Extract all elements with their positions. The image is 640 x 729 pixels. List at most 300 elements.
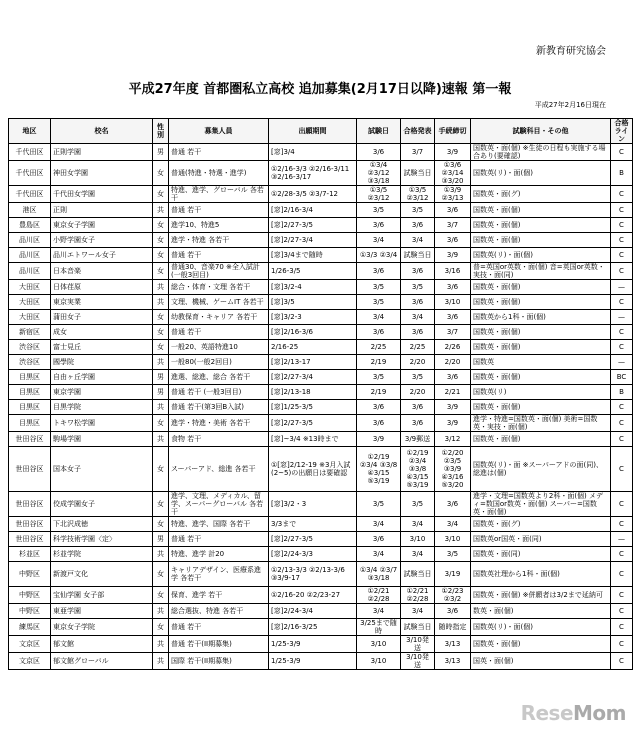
school-cell: 小野学園女子	[51, 233, 153, 248]
subjects-cell: 国数英(リ)	[471, 385, 611, 400]
exam-date-cell: 3/9	[357, 432, 401, 447]
deadline-cell: 3/13	[435, 653, 471, 670]
gender-cell: 女	[153, 492, 169, 517]
district-cell: 豊島区	[9, 218, 51, 233]
result-date-cell: 3/5	[401, 203, 435, 218]
exam-date-cell: 3/6	[357, 532, 401, 547]
subjects-cell: 国英・面(個)	[471, 653, 611, 670]
school-cell: 日体荏原	[51, 280, 153, 295]
column-header: 募集人員	[169, 119, 269, 144]
subjects-cell: 国数英(リ)・面 ※スーパーアドの面(同)、総進は(個)	[471, 447, 611, 492]
capacity-cell: 特進、進学、グローバル 各若干	[169, 186, 269, 203]
pass-line-cell: BC	[611, 370, 633, 385]
table-row	[9, 532, 633, 547]
table-row	[9, 400, 633, 415]
exam-date-cell: 3/10	[357, 653, 401, 670]
subjects-cell: 国数英・面(同)	[471, 547, 611, 562]
pass-line-cell: C	[611, 325, 633, 340]
exam-date-cell: 3/6	[357, 144, 401, 161]
application-period-cell: [窓]3/2・3	[269, 492, 357, 517]
school-cell: 自由ヶ丘学園	[51, 370, 153, 385]
subjects-cell: 国数英・面(個)	[471, 325, 611, 340]
subjects-cell: 国数英・面(個)	[471, 400, 611, 415]
application-period-cell: [窓]2/27-3/5	[269, 415, 357, 432]
subjects-cell: 国数英・面(個)	[471, 340, 611, 355]
pass-line-cell: C	[611, 233, 633, 248]
capacity-cell: 普通 若干	[169, 325, 269, 340]
result-date-cell: 3/6	[401, 400, 435, 415]
result-date-cell: 3/4	[401, 517, 435, 532]
table-row	[9, 310, 633, 325]
school-cell: 千代田女学園	[51, 186, 153, 203]
page-title: 平成27年度 首都圏私立高校 追加募集(2月17日以降)速報 第一報	[128, 82, 512, 97]
capacity-cell: 普通 若干(第3回B入試)	[169, 400, 269, 415]
column-header: 合格ライン	[611, 119, 633, 144]
capacity-cell: 進選、総進、総合 各若干	[169, 370, 269, 385]
subjects-cell: 国数英・面(個)	[471, 295, 611, 310]
deadline-cell: 3/6	[435, 604, 471, 619]
pass-line-cell: C	[611, 400, 633, 415]
pass-line-cell: C	[611, 432, 633, 447]
deadline-cell: 3/7	[435, 218, 471, 233]
table-row	[9, 370, 633, 385]
deadline-cell: ①3/9 ②3/13	[435, 186, 471, 203]
gender-cell: 共	[153, 653, 169, 670]
gender-cell: 女	[153, 186, 169, 203]
capacity-cell: 食物 若干	[169, 432, 269, 447]
table-row	[9, 415, 633, 432]
result-date-cell: 3/7	[401, 144, 435, 161]
result-date-cell: ①3/5 ②3/12	[401, 186, 435, 203]
pass-line-cell: C	[611, 636, 633, 653]
table-row	[9, 636, 633, 653]
gender-cell: 共	[153, 604, 169, 619]
district-cell: 千代田区	[9, 144, 51, 161]
application-period-cell: [窓]~3/4 ※13時まで	[269, 432, 357, 447]
column-header: 試験日	[357, 119, 401, 144]
subjects-cell: 国数英・面(個) ※生徒の日程も実施する場合あり(要確認)	[471, 144, 611, 161]
column-header: 校名	[51, 119, 153, 144]
table-row	[9, 263, 633, 280]
application-period-cell: [窓]3/2-3	[269, 310, 357, 325]
district-cell: 千代田区	[9, 186, 51, 203]
district-cell: 中野区	[9, 587, 51, 604]
pass-line-cell: C	[611, 263, 633, 280]
deadline-cell: 3/6	[435, 492, 471, 517]
exam-date-cell: 3/6	[357, 415, 401, 432]
gender-cell: 男	[153, 144, 169, 161]
gender-cell: 共	[153, 203, 169, 218]
subjects-cell: 数英・面(個)	[471, 604, 611, 619]
pass-line-cell: B	[611, 385, 633, 400]
deadline-cell: 3/6	[435, 280, 471, 295]
pass-line-cell: C	[611, 447, 633, 492]
district-cell: 渋谷区	[9, 340, 51, 355]
district-cell: 大田区	[9, 295, 51, 310]
district-cell: 中野区	[9, 604, 51, 619]
exam-date-cell: 3/5	[357, 280, 401, 295]
application-period-cell: [窓]2/24-3/3	[269, 547, 357, 562]
gender-cell: 共	[153, 400, 169, 415]
subjects-cell: 普=英国or英数・面(個) 音=英国or英数・実技・面(同)	[471, 263, 611, 280]
result-date-cell: 3/6	[401, 325, 435, 340]
capacity-cell: 進学・特進・美術 各若干	[169, 415, 269, 432]
result-date-cell: 3/6	[401, 263, 435, 280]
application-period-cell: [窓]2/16-3/6	[269, 325, 357, 340]
deadline-cell: 3/5	[435, 547, 471, 562]
application-period-cell: 1/25-3/9	[269, 653, 357, 670]
deadline-cell: ①2/23 ②3/2	[435, 587, 471, 604]
pass-line-cell: C	[611, 340, 633, 355]
district-cell: 世田谷区	[9, 447, 51, 492]
deadline-cell: 3/9	[435, 415, 471, 432]
result-date-cell: ①2/19 ②3/4 ③3/8 ④3/15 ⑤3/19	[401, 447, 435, 492]
gender-cell: 女	[153, 517, 169, 532]
application-period-cell: ①2/28-3/5 ②3/7-12	[269, 186, 357, 203]
pass-line-cell: C	[611, 144, 633, 161]
exam-date-cell: 3/6	[357, 400, 401, 415]
application-period-cell: [窓]3/4まで随時	[269, 248, 357, 263]
gender-cell: 女	[153, 248, 169, 263]
deadline-cell: 3/9	[435, 400, 471, 415]
table-row	[9, 432, 633, 447]
gender-cell: 共	[153, 636, 169, 653]
school-cell: 国本女子	[51, 447, 153, 492]
pass-line-cell: C	[611, 619, 633, 636]
gender-cell: 女	[153, 340, 169, 355]
exam-date-cell: 2/25	[357, 340, 401, 355]
subjects-cell: 国数英・面(グ)	[471, 517, 611, 532]
table-row	[9, 203, 633, 218]
exam-date-cell: ①3/4 ②3/12 ③3/18	[357, 161, 401, 186]
pass-line-cell: C	[611, 248, 633, 263]
pass-line-cell: C	[611, 587, 633, 604]
capacity-cell: 普通 若干	[169, 144, 269, 161]
deadline-cell: 3/13	[435, 636, 471, 653]
as-of-date: 平成27年2月16日現在	[534, 101, 606, 109]
pass-line-cell: C	[611, 186, 633, 203]
application-period-cell: [窓]2/24-3/4	[269, 604, 357, 619]
result-date-cell: ①2/21 ②2/28	[401, 587, 435, 604]
school-cell: 新渡戸文化	[51, 562, 153, 587]
result-date-cell: 3/4	[401, 310, 435, 325]
school-cell: 佼成学園女子	[51, 492, 153, 517]
deadline-cell: 3/6	[435, 233, 471, 248]
exam-date-cell: 3/10	[357, 636, 401, 653]
exam-date-cell: 3/4	[357, 233, 401, 248]
pass-line-cell: C	[611, 492, 633, 517]
capacity-cell: 普通 若干	[169, 619, 269, 636]
subjects-cell: 国数英・面(個)	[471, 636, 611, 653]
district-cell: 品川区	[9, 233, 51, 248]
pass-line-cell: C	[611, 653, 633, 670]
capacity-cell: 普通30、音楽70 ※全入試計(一般3回目)	[169, 263, 269, 280]
pass-line-cell: B	[611, 161, 633, 186]
district-cell: 品川区	[9, 263, 51, 280]
subjects-cell: 国数英・面(個)	[471, 218, 611, 233]
deadline-cell: 2/20	[435, 355, 471, 370]
school-cell: 目黒学院	[51, 400, 153, 415]
school-cell: 東京学園	[51, 385, 153, 400]
school-cell: 正則学園	[51, 144, 153, 161]
school-cell: 駒場学園	[51, 432, 153, 447]
table-row	[9, 248, 633, 263]
capacity-cell: 普通(特進・特選・進学)	[169, 161, 269, 186]
result-date-cell: 3/4	[401, 604, 435, 619]
gender-cell: 女	[153, 619, 169, 636]
subjects-cell: 進学・文理=国数英より2科・面(個) メディ=数国or数英・面(個) スーパー=国数英・面(個)	[471, 492, 611, 517]
school-cell: 杉並学院	[51, 547, 153, 562]
application-period-cell: 2/16-25	[269, 340, 357, 355]
school-cell: 品川エトワール女子	[51, 248, 153, 263]
district-cell: 世田谷区	[9, 492, 51, 517]
application-period-cell: [窓]2/16-3/25	[269, 619, 357, 636]
result-date-cell: 2/20	[401, 385, 435, 400]
district-cell: 文京区	[9, 636, 51, 653]
application-period-cell: [窓]3/4	[269, 144, 357, 161]
exam-date-cell: 2/19	[357, 355, 401, 370]
district-cell: 千代田区	[9, 161, 51, 186]
capacity-cell: 普通 若干	[169, 248, 269, 263]
capacity-cell: 総合選抜、特進 各若干	[169, 604, 269, 619]
school-cell: 東京女子学院	[51, 619, 153, 636]
capacity-cell: 普通 若干	[169, 532, 269, 547]
exam-date-cell: ①3/5 ②3/12	[357, 186, 401, 203]
deadline-cell: 3/9	[435, 248, 471, 263]
pass-line-cell: —	[611, 280, 633, 295]
application-period-cell: ①2/16-3/3 ②2/16-3/11 ③2/16-3/17	[269, 161, 357, 186]
subjects-cell: 国数英・面(個) ※併願者は3/2まで延納可	[471, 587, 611, 604]
result-date-cell: 3/4	[401, 233, 435, 248]
district-cell: 港区	[9, 203, 51, 218]
gender-cell: 共	[153, 547, 169, 562]
pass-line-cell: C	[611, 415, 633, 432]
school-cell: 東亜学園	[51, 604, 153, 619]
table-row	[9, 447, 633, 492]
school-cell: 富士見丘	[51, 340, 153, 355]
gender-cell: 共	[153, 280, 169, 295]
exam-date-cell: ①3/4 ②3/7 ③3/18	[357, 562, 401, 587]
subjects-cell: 進学・特進=国数英・面(個) 美術=国数英・実技・面(個)	[471, 415, 611, 432]
application-period-cell: [窓]2/27-3/5	[269, 218, 357, 233]
district-cell: 世田谷区	[9, 517, 51, 532]
gender-cell: 女	[153, 263, 169, 280]
capacity-cell: 特進、進学、国際 各若干	[169, 517, 269, 532]
district-cell: 文京区	[9, 653, 51, 670]
pass-line-cell: C	[611, 517, 633, 532]
table-row	[9, 619, 633, 636]
subjects-cell: 国数英・面(個)	[471, 280, 611, 295]
capacity-cell: 保育、進学 若干	[169, 587, 269, 604]
admissions-table	[8, 118, 633, 670]
district-cell: 渋谷区	[9, 355, 51, 370]
school-cell: 郁文館	[51, 636, 153, 653]
exam-date-cell: 3/6	[357, 218, 401, 233]
district-cell: 目黒区	[9, 400, 51, 415]
gender-cell: 共	[153, 432, 169, 447]
table-row	[9, 653, 633, 670]
exam-date-cell: 3/5	[357, 203, 401, 218]
deadline-cell: 3/10	[435, 295, 471, 310]
deadline-cell: 3/7	[435, 325, 471, 340]
result-date-cell: 3/10発送	[401, 636, 435, 653]
exam-date-cell: ①2/19 ②3/4 ③3/8 ④3/15 ⑤3/19	[357, 447, 401, 492]
gender-cell: 男	[153, 385, 169, 400]
column-header: 試験科目・その他	[471, 119, 611, 144]
application-period-cell: [窓]2/27-3/4	[269, 370, 357, 385]
deadline-cell: 3/12	[435, 432, 471, 447]
school-cell: 科学技術学園〈定〉	[51, 532, 153, 547]
table-row	[9, 280, 633, 295]
result-date-cell: 3/10	[401, 532, 435, 547]
column-header: 出願期間	[269, 119, 357, 144]
exam-date-cell: 2/19	[357, 385, 401, 400]
pass-line-cell: C	[611, 295, 633, 310]
school-cell: 東京実業	[51, 295, 153, 310]
column-header: 地区	[9, 119, 51, 144]
capacity-cell: 進学、文理、メディカル、留学、スーパーグローバル 各若干	[169, 492, 269, 517]
exam-date-cell: 3/4	[357, 310, 401, 325]
result-date-cell: 3/5	[401, 370, 435, 385]
application-period-cell: 3/3まで	[269, 517, 357, 532]
deadline-cell: 3/10	[435, 532, 471, 547]
pass-line-cell: C	[611, 218, 633, 233]
gender-cell: 女	[153, 310, 169, 325]
table-row	[9, 562, 633, 587]
application-period-cell: ①2/13-3/3 ②2/13-3/6 ③3/9-17	[269, 562, 357, 587]
capacity-cell: 進学・特進 各若干	[169, 233, 269, 248]
school-cell: 蒲田女子	[51, 310, 153, 325]
application-period-cell: ①[窓]2/12-19 ※3月入試(2~5)の出願日は要確認	[269, 447, 357, 492]
gender-cell: 女	[153, 587, 169, 604]
pass-line-cell: C	[611, 604, 633, 619]
result-date-cell: 3/5	[401, 492, 435, 517]
application-period-cell: [窓]1/25-3/5	[269, 400, 357, 415]
subjects-cell: 国数英社理から1科・面(個)	[471, 562, 611, 587]
capacity-cell: 普通 若干(II期募集)	[169, 636, 269, 653]
subjects-cell: 国数英(リ)・面(個)	[471, 619, 611, 636]
result-date-cell: 2/25	[401, 340, 435, 355]
exam-date-cell: 3/25まで随時	[357, 619, 401, 636]
district-cell: 目黒区	[9, 370, 51, 385]
exam-date-cell: 3/4	[357, 547, 401, 562]
gender-cell: 女	[153, 447, 169, 492]
school-cell: 下北沢成徳	[51, 517, 153, 532]
exam-date-cell: 3/5	[357, 370, 401, 385]
exam-date-cell: 3/4	[357, 517, 401, 532]
deadline-cell: 2/26	[435, 340, 471, 355]
pass-line-cell: —	[611, 310, 633, 325]
gender-cell: 女	[153, 233, 169, 248]
capacity-cell: キャリアデザイン、医療系進学 各若干	[169, 562, 269, 587]
subjects-cell: 国数英(リ)・面(個)	[471, 248, 611, 263]
capacity-cell: 国際 若干(II期募集)	[169, 653, 269, 670]
school-cell: 成女	[51, 325, 153, 340]
district-cell: 世田谷区	[9, 432, 51, 447]
subjects-cell: 国数英(リ)・面(個)	[471, 161, 611, 186]
table-body	[9, 144, 633, 670]
gender-cell: 共	[153, 295, 169, 310]
exam-date-cell: 3/4	[357, 604, 401, 619]
deadline-cell: 3/4	[435, 517, 471, 532]
school-cell: 國學院	[51, 355, 153, 370]
subjects-cell: 国数英・面(個)	[471, 432, 611, 447]
gender-cell: 女	[153, 562, 169, 587]
result-date-cell: 試験当日	[401, 562, 435, 587]
capacity-cell: 一般80(一般2回目)	[169, 355, 269, 370]
deadline-cell: 随時指定	[435, 619, 471, 636]
district-cell: 品川区	[9, 248, 51, 263]
capacity-cell: 文理、機械、ゲームIT 各若干	[169, 295, 269, 310]
subjects-cell: 国数英・面(個)	[471, 233, 611, 248]
application-period-cell: [窓]2/16-3/4	[269, 203, 357, 218]
table-row	[9, 233, 633, 248]
application-period-cell: [窓]2/13-17	[269, 355, 357, 370]
capacity-cell: 進学10、特進5	[169, 218, 269, 233]
pass-line-cell: —	[611, 355, 633, 370]
district-cell: 杉並区	[9, 547, 51, 562]
school-cell: 日本音楽	[51, 263, 153, 280]
organization-name: 新教育研究協会	[536, 46, 606, 57]
table-row	[9, 587, 633, 604]
table-row	[9, 161, 633, 186]
table-row	[9, 295, 633, 310]
column-header: 合格発表	[401, 119, 435, 144]
application-period-cell: 1/26-3/5	[269, 263, 357, 280]
result-date-cell: 2/20	[401, 355, 435, 370]
deadline-cell: 3/19	[435, 562, 471, 587]
table-row	[9, 340, 633, 355]
capacity-cell: 特進、進学 計20	[169, 547, 269, 562]
gender-cell: 女	[153, 415, 169, 432]
capacity-cell: スーパーアド、総進 各若干	[169, 447, 269, 492]
table-row	[9, 385, 633, 400]
table-row	[9, 517, 633, 532]
district-cell: 大田区	[9, 310, 51, 325]
exam-date-cell: 3/5	[357, 492, 401, 517]
column-header: 手続締切	[435, 119, 471, 144]
deadline-cell: ①3/6 ②3/14 ③3/20	[435, 161, 471, 186]
district-cell: 世田谷区	[9, 532, 51, 547]
gender-cell: 女	[153, 218, 169, 233]
application-period-cell: [窓]3/5	[269, 295, 357, 310]
exam-date-cell: 3/6	[357, 325, 401, 340]
deadline-cell: 3/6	[435, 203, 471, 218]
exam-date-cell: 3/5	[357, 295, 401, 310]
district-cell: 中野区	[9, 562, 51, 587]
school-cell: 神田女学園	[51, 161, 153, 186]
application-period-cell: [窓]2/27-3/4	[269, 233, 357, 248]
result-date-cell: 3/9郵送	[401, 432, 435, 447]
gender-cell: 女	[153, 161, 169, 186]
capacity-cell: 総合・体育・文理 各若干	[169, 280, 269, 295]
pass-line-cell: C	[611, 547, 633, 562]
pass-line-cell: C	[611, 203, 633, 218]
gender-cell: 共	[153, 355, 169, 370]
result-date-cell: 3/4	[401, 547, 435, 562]
school-cell: 宝仙学園 女子部	[51, 587, 153, 604]
pass-line-cell: C	[611, 562, 633, 587]
pass-line-cell: —	[611, 532, 633, 547]
exam-date-cell: ①3/3 ②3/4	[357, 248, 401, 263]
subjects-cell: 国数英	[471, 355, 611, 370]
deadline-cell: 3/6	[435, 370, 471, 385]
deadline-cell: 3/16	[435, 263, 471, 280]
table-row	[9, 186, 633, 203]
exam-date-cell: ①2/21 ②2/28	[357, 587, 401, 604]
subjects-cell: 国数英から1科・面(個)	[471, 310, 611, 325]
district-cell: 大田区	[9, 280, 51, 295]
